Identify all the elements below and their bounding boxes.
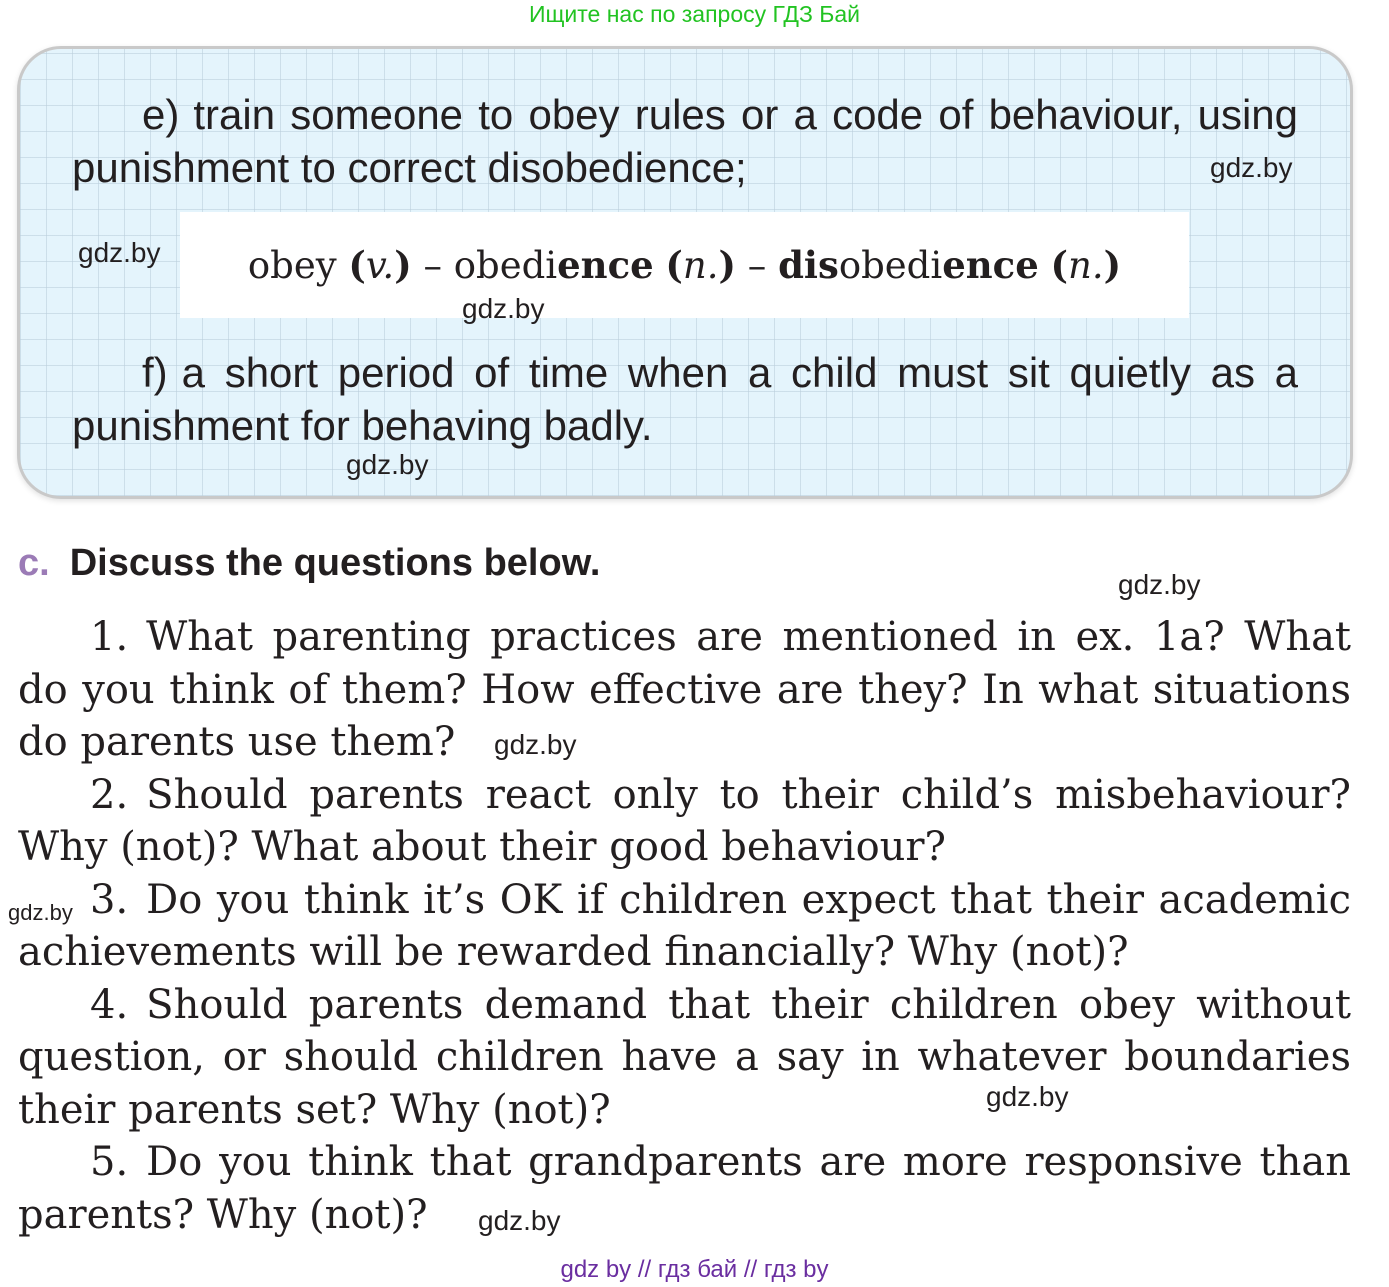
- question-item: 3. Do you think it’s OK if children expect that their academic achievements will be rewarded financially? Why (not)?: [18, 876, 1351, 975]
- watermark: gdz.by: [494, 729, 577, 760]
- question-item: 2. Should parents react only to their child’s misbehaviour? Why (not)? What about their good behaviour?: [18, 771, 1351, 870]
- definition-e-letter: e): [142, 91, 180, 138]
- questions-list: [18, 611, 1351, 1241]
- bottom-banner: gdz by // гдз бай // гдз by: [560, 1256, 829, 1283]
- definition-f-text: a short period of time when a child must sit quietly as a punishment for behaving badly.: [72, 349, 1298, 449]
- pos-noun: n.: [682, 244, 719, 287]
- section-letter: c.: [18, 542, 50, 584]
- top-banner: Ищите нас по запросу ГДЗ Бай: [528, 1, 861, 27]
- section-title: Discuss the questions below.: [69, 542, 601, 584]
- pos-verb: v.: [365, 244, 395, 287]
- word-obey: obey: [247, 244, 337, 287]
- question-item: 4. Should parents demand that their children obey without question, or should children have a say in whatever boundaries their parents set? Why (not)?: [18, 981, 1351, 1133]
- section-heading: [18, 538, 600, 588]
- word-disobedience: disobedience: [778, 243, 1039, 287]
- watermark: gdz.by: [1210, 152, 1293, 183]
- watermark: gdz.by: [1118, 569, 1201, 600]
- definition-f: [72, 346, 1298, 452]
- definition-e-text: train someone to obey rules or a code of behaviour, using punishment to correct disobedience;: [72, 91, 1298, 191]
- watermark: gdz.by: [986, 1081, 1069, 1112]
- watermark: gdz.by: [78, 237, 161, 268]
- word-family-box: obey (v.) – obedience (n.) – disobedience (n.): [180, 212, 1189, 318]
- word-obedience: obedience: [453, 243, 654, 287]
- question-item: 1. What parenting practices are mentioned in ex. 1a? What do you think of them? How effective are they? In what situations do parents use them?: [18, 614, 1351, 765]
- definition-f-letter: f): [142, 349, 168, 396]
- watermark: gdz.by: [462, 293, 545, 324]
- watermark: gdz.by: [346, 449, 429, 480]
- question-item: 5. Do you think that grandparents are more responsive than parents? Why (not)?: [18, 1139, 1351, 1238]
- watermark: gdz.by: [478, 1205, 561, 1236]
- watermark: gdz.by: [8, 900, 73, 925]
- pos-noun-2: n.: [1068, 244, 1104, 287]
- definition-e: [72, 88, 1298, 194]
